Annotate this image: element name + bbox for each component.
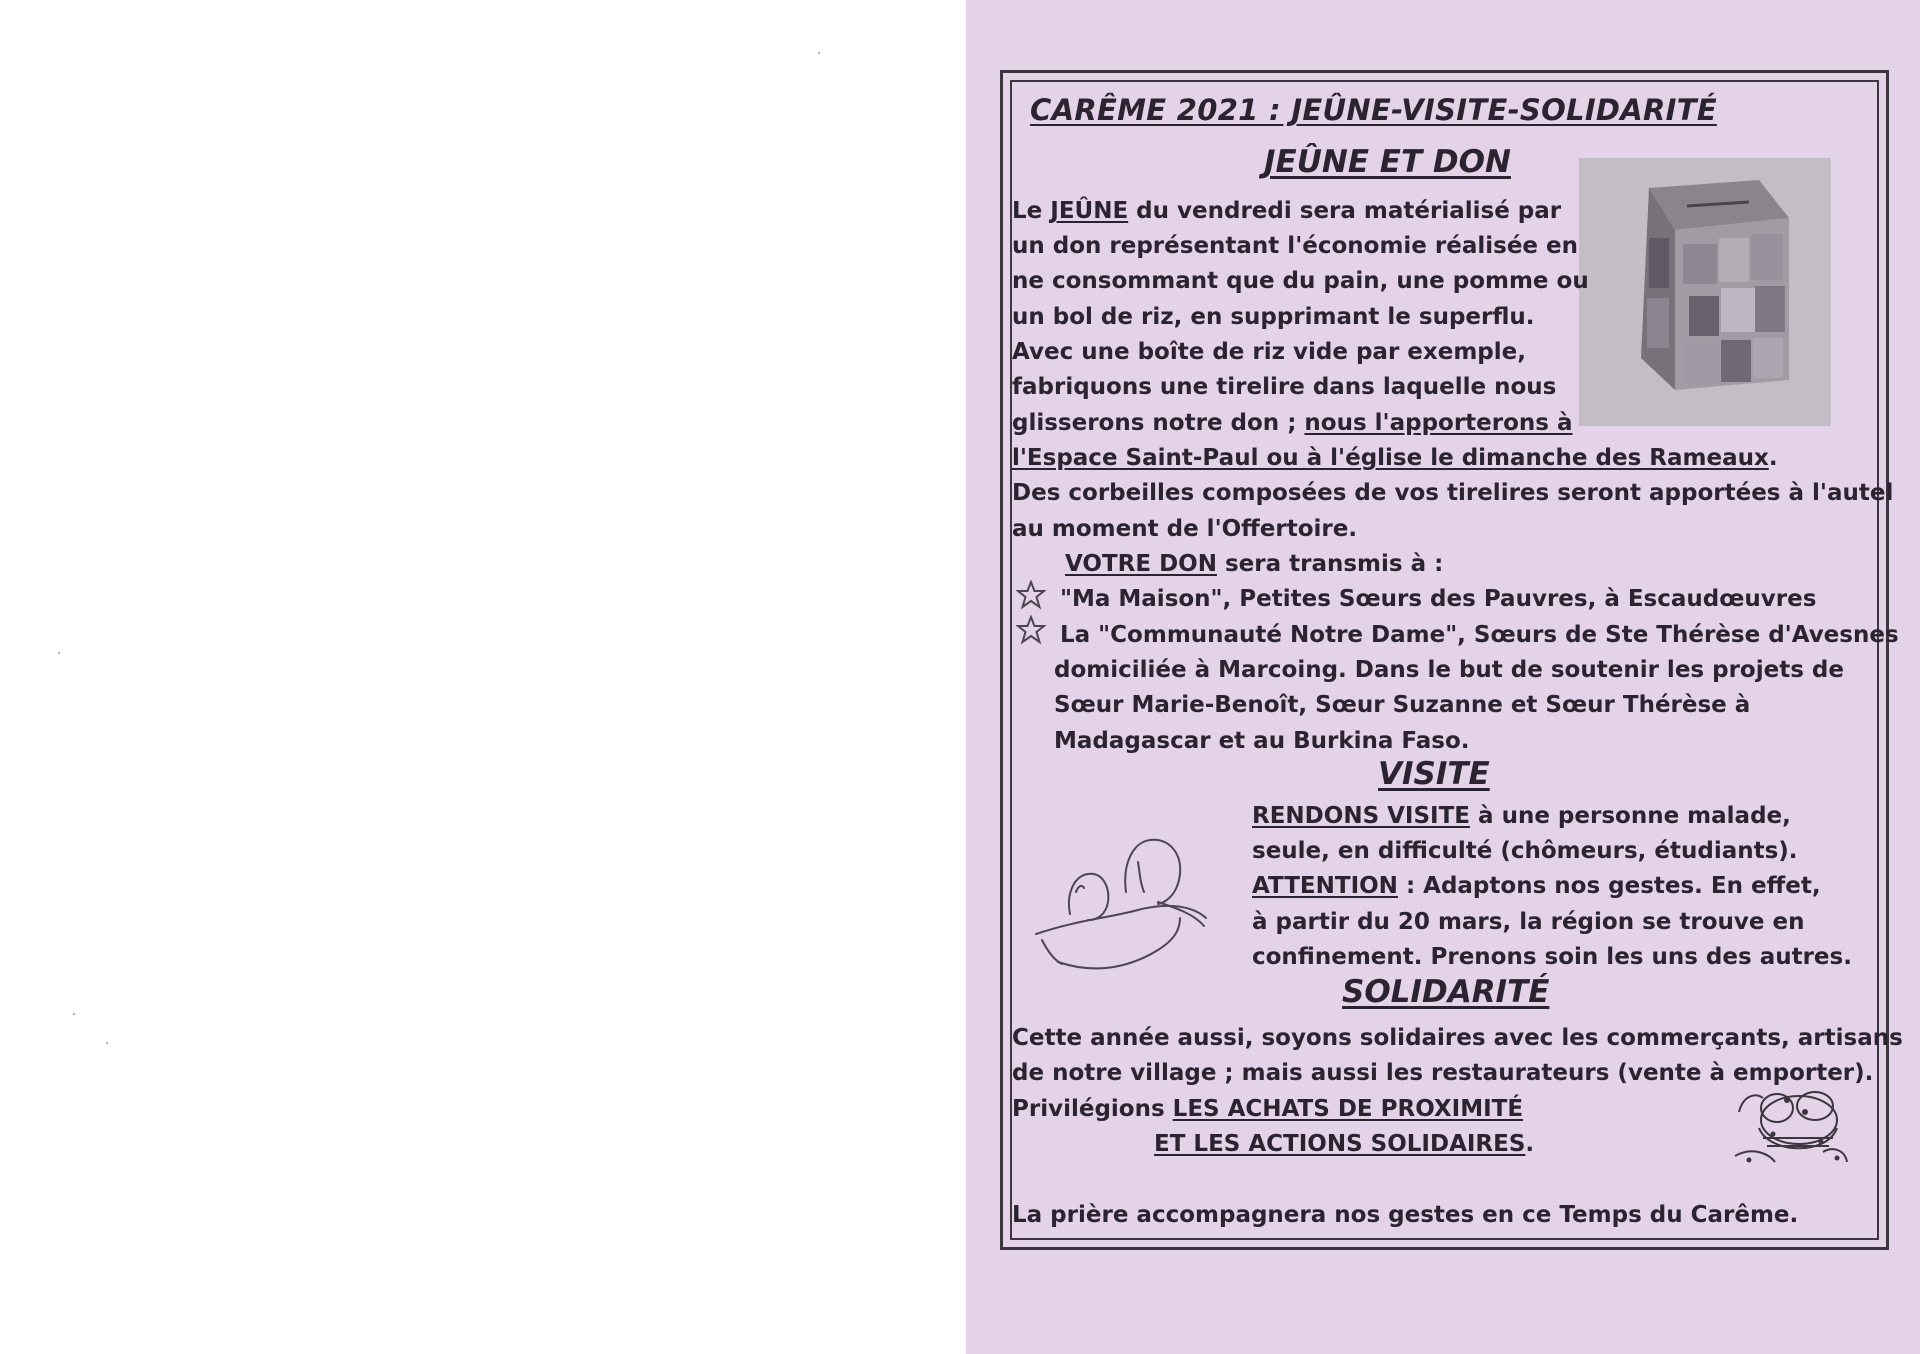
body-line: RENDONS VISITE à une personne malade,: [1252, 803, 1791, 829]
body-line: Avec une boîte de riz vide par exemple,: [1012, 339, 1526, 365]
scan-speck: [58, 652, 60, 654]
beneficiary-item: "Ma Maison", Petites Sœurs des Pauvres, à Escaudœuvres: [1060, 586, 1817, 612]
scan-speck: [73, 1013, 75, 1015]
beneficiary-item-line: domiciliée à Marcoing. Dans le but de soutenir les projets de: [1054, 657, 1844, 683]
closing-line: La prière accompagnera nos gestes en ce Temps du Carême.: [1012, 1202, 1799, 1228]
body-line: confinement. Prenons soin les uns des autres.: [1252, 944, 1852, 970]
scan-speck: [106, 1042, 108, 1044]
body-line: Des corbeilles composées de vos tirelires seront apportées à l'autel: [1012, 480, 1894, 506]
beneficiary-item: La "Communauté Notre Dame", Sœurs de Ste Thérèse d'Avesnes: [1060, 622, 1899, 648]
body-line: seule, en difficulté (chômeurs, étudiants).: [1252, 838, 1798, 864]
section-heading-solidarite: SOLIDARITÉ: [1342, 974, 1550, 1010]
body-line: fabriquons une tirelire dans laquelle nous: [1012, 374, 1557, 400]
flyer-title: CARÊME 2021 : JEÛNE-VISITE-SOLIDARITÉ: [1030, 93, 1717, 127]
body-line: ATTENTION : Adaptons nos gestes. En effet,: [1252, 873, 1821, 899]
body-line: au moment de l'Offertoire.: [1012, 516, 1358, 542]
body-line: glisserons notre don ; nous l'apporterons à: [1012, 410, 1573, 436]
body-line: à partir du 20 mars, la région se trouve en: [1252, 909, 1805, 935]
body-line: de notre village ; mais aussi les restaurateurs (vente à emporter).: [1012, 1060, 1874, 1086]
scan-speck: [818, 52, 820, 54]
jeune-keyword: JEÛNE: [1050, 198, 1129, 224]
body-line: un bol de riz, en supprimant le superflu.: [1012, 304, 1535, 330]
jeune-intro-line: Le JEÛNE du vendredi sera matérialisé par: [1012, 198, 1562, 224]
section-heading-jeune: JEÛNE ET DON: [1264, 144, 1511, 180]
body-line: Cette année aussi, soyons solidaires avec les commerçants, artisans: [1012, 1025, 1903, 1051]
body-line: l'Espace Saint-Paul ou à l'église le dimanche des Rameaux.: [1012, 445, 1778, 471]
flyer-page: [966, 0, 1920, 1354]
flyer-content: [1012, 80, 1903, 1240]
body-line: ne consommant que du pain, une pomme ou: [1012, 268, 1589, 294]
body-line: un don représentant l'économie réalisée en: [1012, 233, 1578, 259]
votre-don-line: VOTRE DON sera transmis à :: [1065, 551, 1444, 577]
beneficiary-item-line: Madagascar et au Burkina Faso.: [1054, 728, 1470, 754]
section-heading-visite: VISITE: [1378, 756, 1490, 792]
beneficiary-item-line: Sœur Marie-Benoît, Sœur Suzanne et Sœur Thérèse à: [1054, 692, 1751, 718]
body-line: Privilégions LES ACHATS DE PROXIMITÉ: [1012, 1096, 1524, 1122]
body-line: ET LES ACTIONS SOLIDAIRES.: [1154, 1131, 1535, 1157]
